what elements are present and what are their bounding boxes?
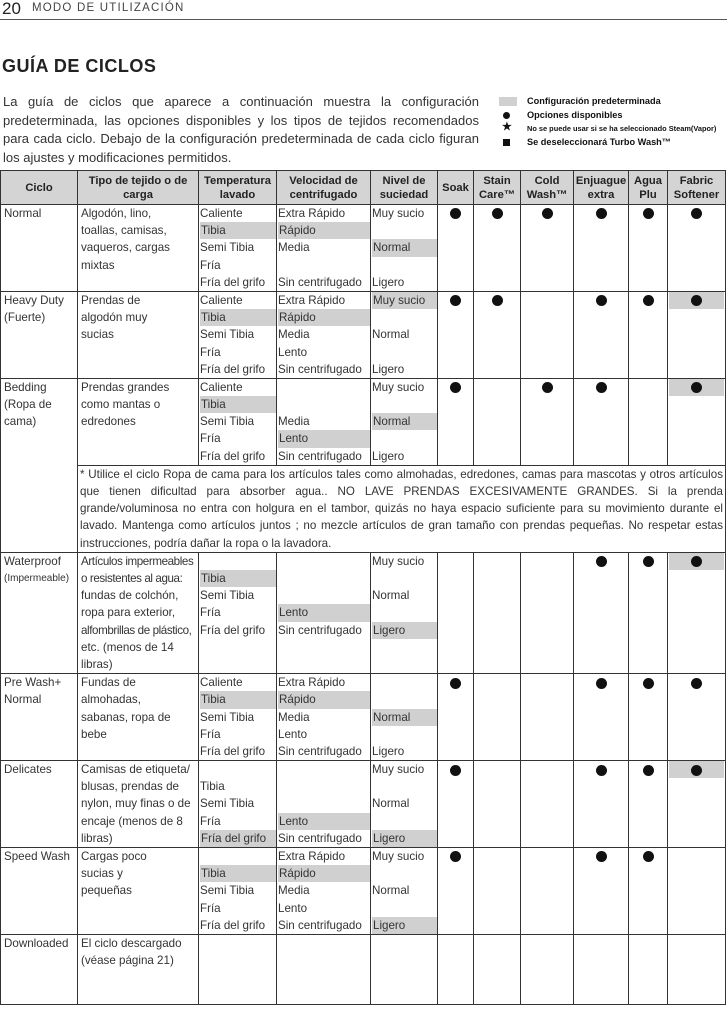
available-dot-icon [596,851,607,862]
default-setting: Ligero [372,830,437,847]
default-setting: Tibia [200,309,276,326]
setting: Caliente [200,380,243,394]
available-dot-icon [450,765,461,776]
setting: Muy sucio [372,554,425,568]
setting [371,656,437,673]
setting: Semi Tibia [200,415,255,429]
setting [371,309,437,326]
option-stain [474,552,521,673]
option-stain [474,291,521,378]
option-agua [629,378,668,465]
spin-speed-cell [277,934,371,1004]
option-soak [438,934,474,1004]
default-setting: Rápido [278,309,370,326]
setting: Media [278,415,310,429]
option-stain [474,761,521,848]
option-soak [438,205,474,292]
fabric-type: Fundas de almohadas, sabanas, ropa de bebe [78,674,199,761]
setting: Caliente [200,207,243,220]
setting [277,761,370,778]
setting [371,952,437,969]
option-enjuague [574,848,629,935]
default-setting: Lento [278,604,370,621]
setting [371,674,437,691]
setting: Normal [372,797,410,811]
spin-speed-cell [277,291,371,378]
setting [277,257,370,274]
temperature-cell [199,205,277,292]
col-stain: Stain Care™ [474,171,521,205]
setting: Fría del grifo [200,449,266,463]
setting: Semi Tibia [200,797,255,811]
setting: Tibia [200,780,225,794]
default-setting: Normal [372,239,437,256]
setting [277,587,370,604]
available-dot-icon [450,295,461,306]
setting: Caliente [200,293,243,307]
setting: Semi Tibia [200,589,255,603]
temperature-cell [199,291,277,378]
star-icon: ★ [502,121,512,133]
setting [277,656,370,673]
option-stain [474,674,521,761]
setting [371,987,437,1004]
setting: Muy sucio [372,850,425,864]
available-dot-icon [450,851,461,862]
option-fabric [668,205,726,292]
cycle-row [1,934,726,1004]
available-dot-icon [691,382,702,393]
available-dot-icon [596,678,607,689]
cycle-name: Normal [1,205,78,292]
setting [277,952,370,969]
setting [277,778,370,795]
setting: Extra Rápido [278,850,346,864]
setting: Normal [372,589,410,603]
cycle-row [1,378,726,465]
setting: Extra Rápido [278,293,346,307]
spin-speed-cell [277,205,371,292]
option-soak [438,552,474,673]
cycle-row [1,552,726,673]
option-agua [629,291,668,378]
cycle-name: Bedding (Ropa de cama) [1,378,78,552]
available-dot-icon [596,382,607,393]
soil-level-cell [371,674,438,761]
option-enjuague [574,934,629,1004]
col-nivel: Nivel de suciedad [371,171,438,205]
option-enjuague [574,205,629,292]
setting [371,900,437,917]
setting [277,396,370,413]
setting: Normal [372,328,410,342]
setting: Sin centrifugado [278,918,362,932]
setting [199,639,276,656]
col-enjuague: Enjuague extra [574,171,629,205]
page-header [0,0,727,20]
option-cold [521,761,574,848]
available-dot-icon [450,208,461,219]
available-dot-icon [643,295,654,306]
available-dot-icon [643,556,654,567]
cycle-row [1,761,726,848]
option-fabric [668,378,726,465]
setting: Fría [200,814,221,828]
setting: Fría del grifo [200,744,266,758]
default-swatch-icon [497,95,517,109]
default-setting: Tibia [200,865,276,882]
option-enjuague [574,674,629,761]
soil-level-cell [371,205,438,292]
setting [371,691,437,708]
setting: Fría [200,258,221,272]
setting [199,761,276,778]
setting: Lento [278,901,308,915]
setting [371,222,437,239]
default-setting: Lento [278,430,370,447]
available-dot-icon [691,678,702,689]
fabric-type: El ciclo descargado (véase página 21) [78,934,199,1004]
setting: Fría [200,432,221,446]
available-dot-icon [643,851,654,862]
spin-speed-cell [277,848,371,935]
setting: Sin centrifugado [278,275,362,289]
available-dot-icon [450,678,461,689]
setting [277,379,370,396]
setting: Sin centrifugado [278,831,362,845]
setting: Ligero [372,275,405,289]
setting [199,952,276,969]
option-soak [438,291,474,378]
available-dot-icon [691,556,702,567]
option-agua [629,674,668,761]
setting [371,570,437,587]
option-agua [629,205,668,292]
setting [371,813,437,830]
option-stain [474,934,521,1004]
temperature-cell [199,761,277,848]
fabric-type: Artículos impermeables o resistentes al agua: fundas de colchón, ropa para exterior, alfombrillas de plástico, etc. (menos de 14 libras) [78,552,199,673]
option-agua [629,934,668,1004]
cycle-guide-table [0,170,726,1005]
note-row [1,465,726,552]
temperature-cell [199,552,277,673]
setting: Semi Tibia [200,241,255,255]
available-dot-icon [691,208,702,219]
default-setting: Rápido [278,691,370,708]
fabric-type: Algodón, lino, toallas, camisas, vaqueros, cargas mixtas [78,205,199,292]
page-title: GUÍA DE CICLOS [2,56,157,76]
fabric-type: Prendas grandes como mantas o edredones [78,378,199,465]
intro-paragraph: La guía de ciclos que aparece a continuación muestra la configuración predeterminada, las opciones disponibles y los tipos de tejidos recomendados para cada ciclo. Debajo de la configuración predeterminada de cada ciclo figuran los ajustes y modificaciones permitidos. [3,94,479,165]
option-cold [521,291,574,378]
setting: Sin centrifugado [278,623,362,637]
setting [277,553,370,570]
available-dot-icon [596,556,607,567]
setting [371,604,437,621]
setting [371,396,437,413]
default-setting: Tibia [200,570,276,587]
spin-speed-cell [277,761,371,848]
option-fabric [668,674,726,761]
section-name: MODO DE UTILIZACIÓN [32,2,185,14]
setting: Fría [200,901,221,915]
option-agua [629,848,668,935]
setting: Media [278,328,310,342]
available-dot-icon [492,208,503,219]
col-agua: Agua Plu [629,171,668,205]
available-dot-icon [596,765,607,776]
available-dot-icon [691,295,702,306]
option-soak [438,378,474,465]
legend-turbo: Se deseleccionará Turbo Wash™ [497,136,727,150]
setting [277,987,370,1004]
cycle-name: Speed Wash [1,848,78,935]
setting: Fría del grifo [200,918,266,932]
default-setting: Lento [278,813,370,830]
setting [371,639,437,656]
setting [371,257,437,274]
setting: Muy sucio [372,380,425,394]
option-fabric [668,934,726,1004]
setting [277,969,370,986]
setting: Lento [278,727,308,741]
setting [199,987,276,1004]
setting [199,848,276,865]
setting: Fría del grifo [200,623,266,637]
option-enjuague [574,291,629,378]
option-agua [629,761,668,848]
setting [371,430,437,447]
available-dot-icon [643,678,654,689]
setting: Fría [200,606,221,620]
cycle-row [1,674,726,761]
cycle-row [1,848,726,935]
default-setting: Rápido [278,865,370,882]
default-setting: Ligero [372,917,437,934]
option-enjuague [574,378,629,465]
setting: Media [278,710,310,724]
option-fabric [668,291,726,378]
option-stain [474,205,521,292]
default-setting: Ligero [372,622,437,639]
setting [371,935,437,952]
setting [277,570,370,587]
col-soak: Soak [438,171,474,205]
option-fabric [668,848,726,935]
option-soak [438,848,474,935]
temperature-cell [199,848,277,935]
setting: Fría [200,345,221,359]
cycle-row [1,291,726,378]
available-dot-icon [691,765,702,776]
col-velocidad: Velocidad de centrifugado [277,171,371,205]
default-setting: Tibia [200,222,276,239]
option-fabric [668,761,726,848]
spin-speed-cell [277,674,371,761]
legend-steam: ★ No se puede usar si se ha seleccionado Steam(Vapor) [497,122,727,136]
soil-level-cell [371,378,438,465]
option-cold [521,934,574,1004]
cycle-name: Waterproof (Impermeable) [1,552,78,673]
default-setting: Normal [372,413,437,430]
option-cold [521,378,574,465]
available-dot-icon [596,295,607,306]
default-setting: Tibia [200,396,276,413]
cycle-name: Downloaded [1,934,78,1004]
cycle-name: Heavy Duty (Fuerte) [1,291,78,378]
default-setting: Fría del grifo [200,830,276,847]
col-tejido: Tipo de tejido o de carga [78,171,199,205]
setting: Muy sucio [372,763,425,777]
available-dot-icon [542,382,553,393]
setting [371,726,437,743]
soil-level-cell [371,552,438,673]
option-agua [629,552,668,673]
setting: Ligero [372,362,405,376]
setting [277,795,370,812]
col-cold: Cold Wash™ [521,171,574,205]
option-soak [438,761,474,848]
option-enjuague [574,552,629,673]
available-dot-icon [450,382,461,393]
available-dot-icon [542,208,553,219]
temperature-cell [199,674,277,761]
setting: Lento [278,345,308,359]
fabric-type: Camisas de etiqueta/ blusas, prendas de nylon, muy finas o de encaje (menos de 8 libras) [78,761,199,848]
option-cold [521,552,574,673]
cycle-name: Pre Wash+ Normal [1,674,78,761]
table-header-row [1,171,726,205]
option-cold [521,848,574,935]
soil-level-cell [371,761,438,848]
default-setting: Normal [372,709,437,726]
option-soak [438,674,474,761]
bedding-note: * Utilice el ciclo Ropa de cama para los artículos tales como almohadas, edredones, camas para mascotas y otros artículos que tienen dificultad para absorber agua.. NO LAVE PRENDAS EXCESIVAMENTE GRANDES. Si la prenda grande/voluminosa no entra con holgura en el tambor, quizás no haya espacio suficiente para su movimiento durante el lavado. Mantenga como artículos juntos ; no mezcle artículos de gran tamaño con prendas pequeñas. No respetar estas instrucciones, podría dañar la ropa o la lavadora. [78,465,726,552]
setting: Media [278,241,310,255]
spin-speed-cell [277,378,371,465]
setting [277,639,370,656]
default-setting: Muy sucio [372,292,437,309]
setting: Extra Rápido [278,676,346,690]
setting: Normal [372,884,410,898]
cycle-name: Delicates [1,761,78,848]
setting [199,553,276,570]
setting: Extra Rápido [278,207,346,220]
setting: Fría del grifo [200,275,266,289]
spin-speed-cell [277,552,371,673]
legend [497,95,727,149]
setting: Sin centrifugado [278,362,362,376]
default-setting: Rápido [278,222,370,239]
setting: Ligero [372,449,405,463]
setting [199,969,276,986]
setting [277,935,370,952]
col-ciclo: Ciclo [1,171,78,205]
setting [199,935,276,952]
setting: Semi Tibia [200,710,255,724]
option-stain [474,848,521,935]
legend-default: Configuración predeterminada [497,95,727,109]
setting: Media [278,884,310,898]
page-number: 20 [2,0,21,18]
available-dot-icon [643,208,654,219]
setting [371,778,437,795]
option-fabric [668,552,726,673]
setting: Sin centrifugado [278,744,362,758]
setting [371,865,437,882]
col-temp: Temperatura lavado [199,171,277,205]
cycle-row [1,205,726,292]
option-enjuague [574,761,629,848]
soil-level-cell [371,291,438,378]
option-cold [521,674,574,761]
setting: Fría del grifo [200,362,266,376]
available-dot-icon [643,765,654,776]
default-setting: Tibia [200,691,276,708]
setting [371,969,437,986]
soil-level-cell [371,848,438,935]
setting: Caliente [200,676,243,690]
setting: Muy sucio [372,207,425,220]
setting: Fría [200,727,221,741]
temperature-cell [199,378,277,465]
available-dot-icon [596,208,607,219]
available-dot-icon [492,295,503,306]
legend-available: Opciones disponibles [497,109,727,123]
temperature-cell [199,934,277,1004]
fabric-type: Cargas poco sucias y pequeñas [78,848,199,935]
option-stain [474,378,521,465]
soil-level-cell [371,934,438,1004]
option-cold [521,205,574,292]
setting: Ligero [372,744,405,758]
square-icon [497,136,517,150]
setting: Sin centrifugado [278,449,362,463]
setting [199,656,276,673]
col-fabric: Fabric Softener [668,171,726,205]
setting: Semi Tibia [200,328,255,342]
setting [371,344,437,361]
dot-icon [497,109,517,123]
setting: Semi Tibia [200,884,255,898]
fabric-type: Prendas de algodón muy sucias [78,291,199,378]
